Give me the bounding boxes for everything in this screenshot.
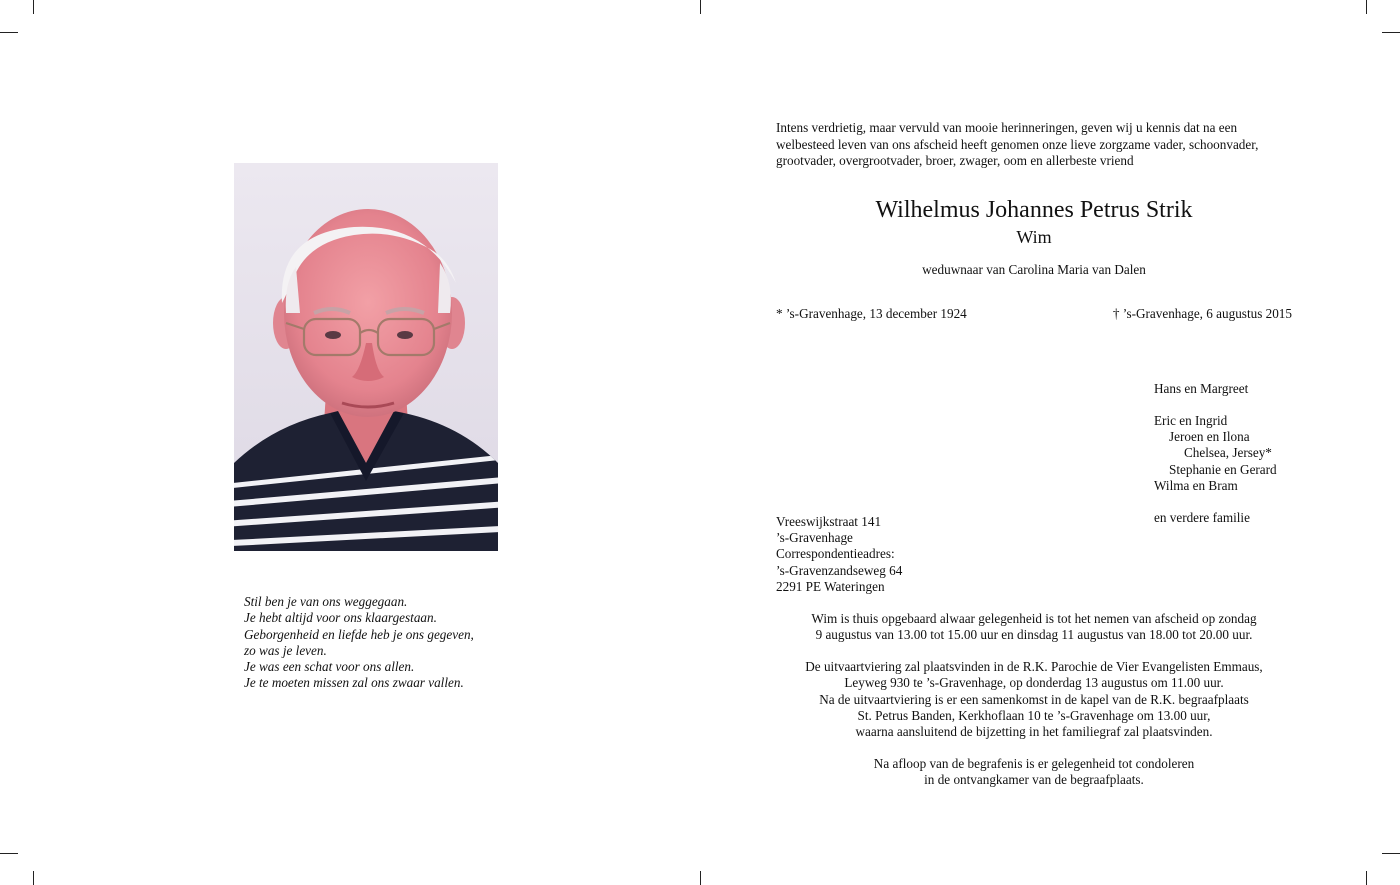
intro-paragraph: [776, 120, 1296, 170]
funeral-line: waarna aansluitend de bijzetting in het familiegraf zal plaatsvinden.: [855, 724, 1213, 740]
family-member: Wilma en Bram: [1154, 478, 1238, 493]
poem-line: Geborgenheid en liefde heb je ons gegeven,: [244, 626, 474, 642]
poem-line: Stil ben je van ons weggegaan.: [244, 594, 408, 609]
crop-mark-left-top: [0, 32, 18, 33]
crop-mark-right-top: [1382, 32, 1400, 33]
deceased-nickname: Wim: [1016, 227, 1052, 247]
poem: [244, 594, 564, 692]
crop-mark-top-right: [1366, 0, 1367, 14]
family-member: Stephanie en Gerard: [1169, 462, 1277, 477]
funeral-line: De uitvaartviering zal plaatsvinden in de R.K. Parochie de Vier Evangelisten Emmaus,: [805, 659, 1263, 674]
poem-line: Je was een schat voor ons allen.: [244, 659, 415, 675]
funeral-line: Leyweg 930 te ’s-Gravenhage, op donderdag 13 augustus om 11.00 uur.: [844, 675, 1224, 691]
crop-mark-bottom-center: [700, 871, 701, 885]
crop-mark-top-left: [33, 0, 34, 14]
condolence-line: in de ontvangkamer van de begraafplaats.: [924, 772, 1144, 788]
portrait-photo: [234, 163, 498, 551]
viewing-line: Wim is thuis opgebaard alwaar gelegenheid is tot het nemen van afscheid op zondag: [811, 611, 1257, 626]
viewing-paragraph: [776, 611, 1292, 644]
condolence-paragraph: [776, 756, 1292, 789]
poem-line: Je hebt altijd voor ons klaargestaan.: [244, 610, 437, 626]
crop-mark-bottom-left: [33, 871, 34, 885]
intro-line: Intens verdrietig, maar vervuld van mooie herinneringen, geven wij u kennis dat na een: [776, 120, 1238, 135]
poem-line: Je te moeten missen zal ons zwaar vallen.: [244, 675, 464, 691]
family-member: Chelsea, Jersey*: [1184, 445, 1272, 460]
poem-line: zo was je leven.: [244, 642, 327, 658]
address-line: 2291 PE Wateringen: [776, 578, 885, 594]
family-member: Hans en Margreet: [1154, 381, 1249, 396]
crop-mark-right-bottom: [1382, 853, 1400, 854]
deceased-full-name: Wilhelmus Johannes Petrus Strik: [875, 197, 1193, 223]
crop-mark-left-bottom: [0, 853, 18, 854]
funeral-paragraph: [776, 659, 1292, 740]
funeral-line: Na de uitvaartviering is er een samenkomst in de kapel van de R.K. begraafplaats: [819, 691, 1249, 707]
birth-date: * ’s-Gravenhage, 13 december 1924: [776, 306, 967, 321]
address-line: Correspondentieadres:: [776, 546, 895, 562]
death-date: † ’s-Gravenhage, 6 augustus 2015: [1112, 306, 1292, 321]
crop-mark-top-center: [700, 0, 701, 14]
address-line: Vreeswijkstraat 141: [776, 514, 882, 529]
address-line: ’s-Gravenzandseweg 64: [776, 562, 903, 578]
viewing-line: 9 augustus van 13.00 tot 15.00 uur en dinsdag 11 augustus van 18.00 tot 20.00 uur.: [815, 627, 1253, 643]
address-block: [776, 514, 902, 595]
funeral-line: St. Petrus Banden, Kerkhoflaan 10 te ’s-Gravenhage om 13.00 uur,: [857, 707, 1211, 723]
address-line: ’s-Gravenhage: [776, 530, 853, 546]
family-member: Jeroen en Ilona: [1169, 429, 1250, 444]
condolence-line: Na afloop van de begrafenis is er gelegenheid tot condoleren: [873, 756, 1195, 771]
crop-mark-bottom-right: [1366, 871, 1367, 885]
family-other: en verdere familie: [1154, 510, 1250, 525]
family-member: Eric en Ingrid: [1154, 413, 1228, 428]
intro-line: grootvader, overgrootvader, broer, zwager, oom en allerbeste vriend: [776, 153, 1134, 168]
intro-line: welbesteed leven van ons afscheid heeft genomen onze lieve zorgzame vader, schoonvader,: [776, 136, 1259, 152]
widower-line: weduwnaar van Carolina Maria van Dalen: [922, 262, 1146, 277]
